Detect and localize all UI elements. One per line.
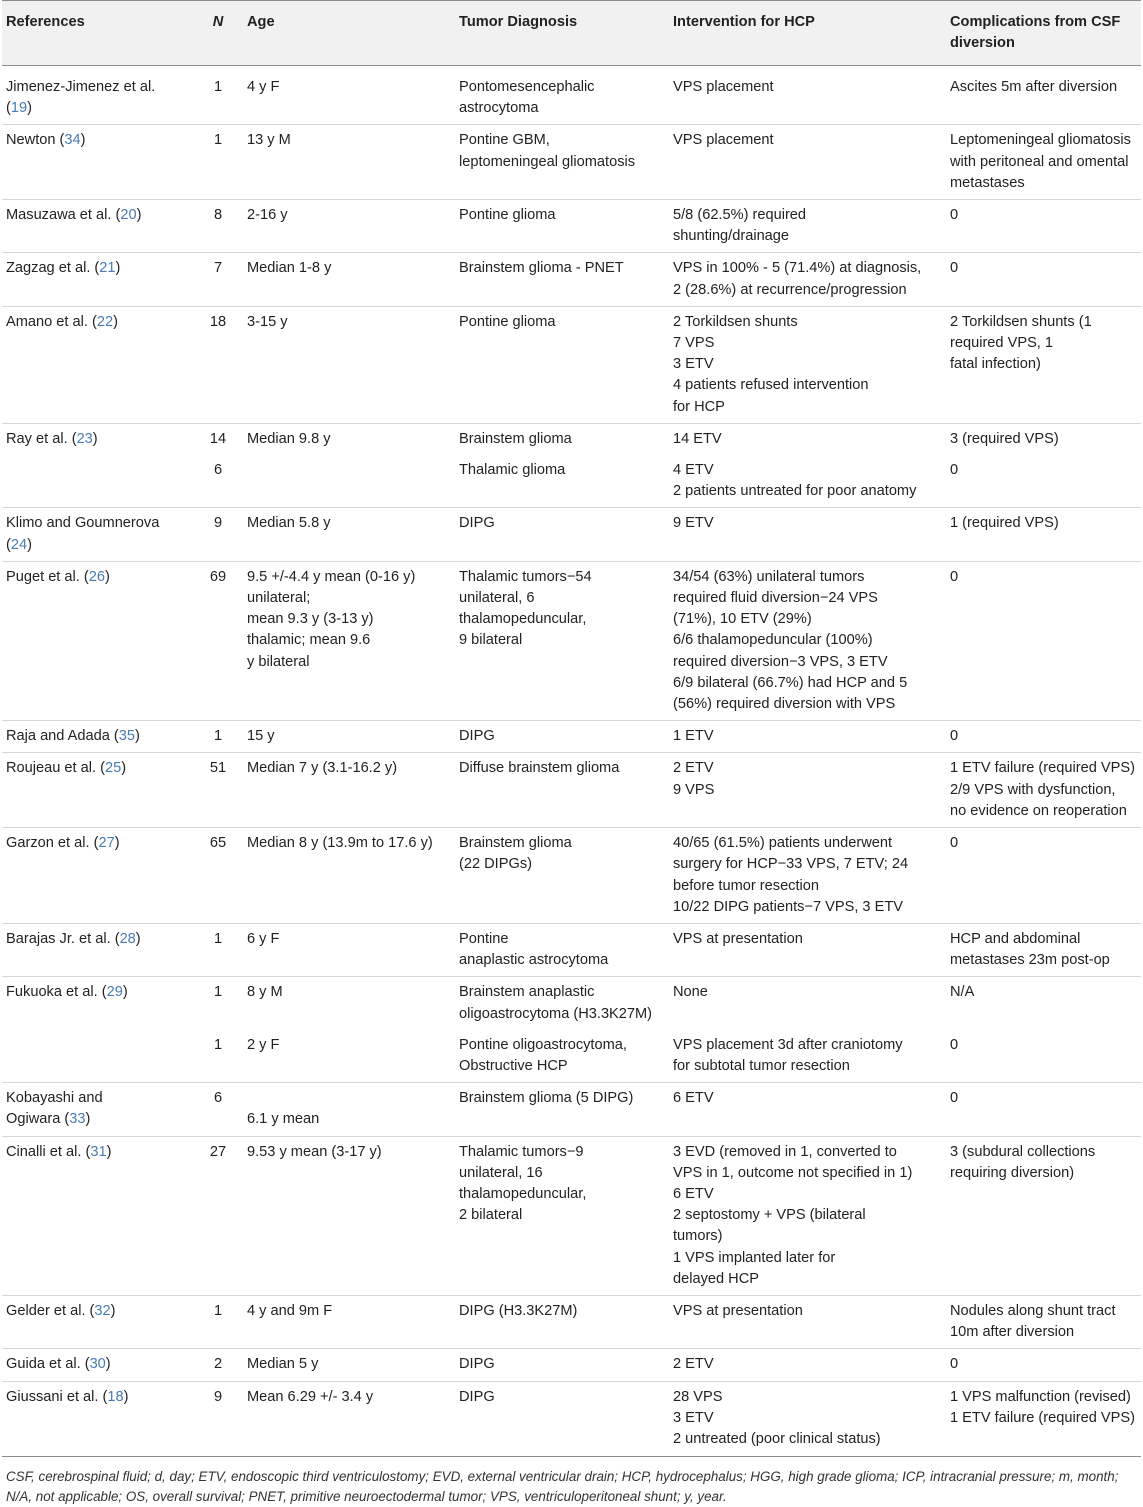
cell-complications: 0 [946, 1083, 1141, 1136]
cell-n: 1 [193, 721, 243, 753]
reference-author: Jimenez-Jimenez et al. ( [6, 79, 156, 117]
header-n: N [193, 1, 243, 66]
cell-complications: 0 [946, 561, 1141, 720]
citation-link[interactable]: 19 [10, 100, 28, 117]
table-row [2, 977, 1141, 1030]
cell-tumor-diagnosis: Pontomesencephalic astrocytoma [459, 79, 595, 117]
table-row [2, 1136, 1141, 1295]
cell-age: 6 y F [243, 923, 455, 976]
cell-n: 1 [213, 79, 223, 95]
reference-close: ) [27, 100, 32, 117]
cell-reference [2, 423, 193, 455]
cell-complications: 0 [946, 253, 1141, 306]
citation-link[interactable]: 18 [107, 1388, 124, 1405]
reference-close: ) [114, 835, 120, 852]
cell-reference [2, 828, 193, 924]
cell-reference [2, 1381, 193, 1457]
cell-n: 69 [193, 561, 243, 720]
cell-complications: 3 (required VPS) [946, 423, 1141, 455]
cell-tumor-diagnosis: Pontine anaplastic astrocytoma [455, 923, 669, 976]
reference-close: ) [92, 430, 98, 447]
header-tumor-diagnosis: Tumor Diagnosis [455, 1, 669, 66]
cell-complications: 1 VPS malfunction (revised) 1 ETV failure (required VPS) [946, 1381, 1141, 1457]
citation-link[interactable]: 26 [88, 568, 105, 585]
table-row [2, 721, 1141, 753]
table-body [2, 66, 1141, 1457]
reference-author: Guida et al. ( [6, 1356, 90, 1373]
cell-complications: Leptomeningeal gliomatosis with peritoneal and omental metastases [946, 125, 1141, 200]
cell-n: 1 [193, 1295, 243, 1348]
table-row [2, 66, 1141, 125]
cell-reference [2, 721, 193, 753]
reference-close: ) [113, 313, 118, 330]
cell-reference [2, 125, 193, 200]
cell-reference [2, 977, 193, 1030]
cell-tumor-diagnosis: Brainstem glioma - PNET [455, 253, 669, 306]
cell-reference [2, 1349, 193, 1381]
cell-n: 8 [193, 200, 243, 253]
cell-intervention: VPS placement [669, 125, 946, 200]
cell-tumor-diagnosis: DIPG [455, 721, 669, 753]
cell-n: 1 [193, 977, 243, 1030]
cell-reference [2, 753, 193, 828]
table-header [2, 1, 1141, 66]
cell-age: 2 y F [247, 1036, 280, 1053]
reference-author: Ray et al. ( [6, 430, 77, 447]
references-table [2, 0, 1141, 1457]
cell-tumor-diagnosis: Thalamic tumors−9 unilateral, 16 thalamopeduncular, 2 bilateral [455, 1136, 669, 1295]
reference-close: ) [121, 760, 127, 777]
cell-age: Mean 6.29 +/- 3.4 y [243, 1381, 455, 1457]
cell-tumor-diagnosis: Pontine GBM, leptomeningeal gliomatosis [455, 125, 669, 200]
cell-reference [2, 455, 193, 508]
cell-tumor-diagnosis: DIPG [455, 508, 669, 561]
reference-author: Masuzawa et al. ( [6, 207, 121, 224]
cell-complications: 2 Torkildsen shunts (1 required VPS, 1 fatal infection) [946, 306, 1141, 423]
table-row [2, 753, 1141, 828]
table-row [2, 1083, 1141, 1136]
cell-age: Median 5.8 y [243, 508, 455, 561]
citation-link[interactable]: 22 [96, 313, 114, 330]
cell-complications: 0 [946, 200, 1141, 253]
table-footnote: CSF, cerebrospinal fluid; d, day; ETV, endoscopic third ventriculostomy; EVD, external ventricular drain; HCP, hydrocephalus; HGG, high grade glioma; ICP, intracranial pressure; m, month; N/A, not applicable; OS, overall survival; PNET, primitive neuroectodermal tumor; VPS, ventriculoperitoneal shunt; y, year. [6, 1469, 1119, 1505]
cell-intervention: 2 Torkildsen shunts 7 VPS 3 ETV 4 patients refused intervention for HCP [669, 306, 946, 423]
reference-author: Kobayashi and Ogiwara ( [6, 1090, 103, 1128]
cell-tumor-diagnosis: DIPG (H3.3K27M) [455, 1295, 669, 1348]
table-row [2, 1295, 1141, 1348]
cell-n: 9 [193, 508, 243, 561]
table-row [2, 423, 1141, 455]
citation-link[interactable]: 28 [119, 930, 136, 947]
table-row [2, 828, 1141, 924]
cell-complications: 1 ETV failure (required VPS) 2/9 VPS with dysfunction, no evidence on reoperation [946, 753, 1141, 828]
reference-author: Raja and Adada ( [6, 728, 119, 745]
citation-link[interactable]: 34 [64, 132, 81, 149]
table-row [2, 1381, 1141, 1457]
cell-intervention: 3 EVD (removed in 1, converted to VPS in 1, outcome not specified in 1) 6 ETV 2 septostomy + VPS (bilateral tumors) 1 VPS implanted later for delayed HCP [669, 1136, 946, 1295]
cell-intervention: 14 ETV [669, 423, 946, 455]
reference-author: Fukuoka et al. ( [6, 984, 107, 1001]
cell-intervention: 4 ETV 2 patients untreated for poor anatomy [673, 462, 917, 500]
cell-tumor-diagnosis: Brainstem glioma (22 DIPGs) [455, 828, 669, 924]
table-row [2, 1030, 1141, 1083]
cell-tumor-diagnosis: Thalamic tumors−54 unilateral, 6 thalamopeduncular, 9 bilateral [455, 561, 669, 720]
cell-n: 7 [193, 253, 243, 306]
cell-complications: 0 [946, 1349, 1141, 1381]
cell-tumor-diagnosis: Thalamic glioma [459, 462, 566, 479]
cell-n: 1 [193, 125, 243, 200]
cell-n: 65 [193, 828, 243, 924]
cell-age: 4 y F [247, 79, 280, 95]
reference-author: Garzon et al. ( [6, 835, 99, 852]
cell-complications: N/A [946, 977, 1141, 1030]
cell-n: 1 [193, 923, 243, 976]
reference-close: ) [106, 1143, 112, 1160]
cell-tumor-diagnosis: Brainstem glioma (5 DIPG) [455, 1083, 669, 1136]
table-row [2, 561, 1141, 720]
citation-link[interactable]: 20 [120, 207, 137, 224]
cell-complications: 3 (subdural collections requiring diversion) [946, 1136, 1141, 1295]
header-intervention: Intervention for HCP [669, 1, 946, 66]
reference-close: ) [110, 1302, 116, 1319]
cell-n: 27 [193, 1136, 243, 1295]
cell-tumor-diagnosis: DIPG [455, 1349, 669, 1381]
cell-age: 8 y M [243, 977, 455, 1030]
cell-reference [2, 561, 193, 720]
cell-complications: 0 [946, 828, 1141, 924]
cell-intervention: 40/65 (61.5%) patients underwent surgery for HCP−33 VPS, 7 ETV; 24 before tumor resection 10/22 DIPG patients−7 VPS, 3 ETV [669, 828, 946, 924]
table-row [2, 1349, 1141, 1381]
citation-link[interactable]: 33 [69, 1111, 86, 1128]
reference-close: ) [80, 132, 86, 149]
cell-n: 2 [193, 1349, 243, 1381]
cell-intervention: 9 ETV [669, 508, 946, 561]
reference-author: Giussani et al. ( [6, 1388, 108, 1405]
table-row [2, 200, 1141, 253]
reference-close: ) [136, 207, 142, 224]
cell-reference [2, 200, 193, 253]
cell-n: 6 [193, 1083, 243, 1136]
table-row [2, 253, 1141, 306]
cell-complications: 0 [946, 721, 1141, 753]
cell-age: 13 y M [243, 125, 455, 200]
header-references: References [2, 1, 193, 66]
citation-link[interactable]: 25 [104, 760, 122, 777]
cell-age: 9.5 +/-4.4 y mean (0-16 y) unilateral; mean 9.3 y (3-13 y) thalamic; mean 9.6 y bilateral [243, 561, 455, 720]
cell-reference [2, 1136, 193, 1295]
reference-author: Barajas Jr. et al. ( [6, 930, 120, 947]
cell-age: 4 y and 9m F [243, 1295, 455, 1348]
cell-age: 3-15 y [243, 306, 455, 423]
cell-age: 6.1 y mean [243, 1083, 455, 1136]
reference-author: Amano et al. ( [6, 313, 97, 330]
table-row [2, 125, 1141, 200]
cell-n: 18 [193, 306, 243, 423]
reference-author: Gelder et al. ( [6, 1302, 95, 1319]
citation-link[interactable]: 35 [118, 728, 136, 745]
reference-author: Puget et al. ( [6, 568, 89, 585]
cell-intervention: None [669, 977, 946, 1030]
cell-intervention: 6 ETV [669, 1083, 946, 1136]
cell-age: 9.53 y mean (3-17 y) [243, 1136, 455, 1295]
reference-author: Newton ( [6, 132, 65, 149]
reference-author: Roujeau et al. ( [6, 760, 105, 777]
reference-close: ) [115, 260, 121, 277]
citation-link[interactable]: 32 [94, 1302, 111, 1319]
citation-link[interactable]: 31 [90, 1143, 107, 1160]
cell-intervention: 34/54 (63%) unilateral tumors required fluid diversion−24 VPS (71%), 10 ETV (29%) 6/6 thalamopeduncular (100%) required diversion−3 VPS, 3 ETV 6/9 bilateral (66.7%) had HCP and 5 (56%) required diversion with VPS [669, 561, 946, 720]
cell-reference [2, 1083, 193, 1136]
cell-tumor-diagnosis: Brainstem anaplastic oligoastrocytoma (H3.3K27M) [455, 977, 669, 1030]
cell-age [243, 455, 455, 508]
cell-n: 9 [193, 1381, 243, 1457]
cell-intervention: 28 VPS 3 ETV 2 untreated (poor clinical status) [669, 1381, 946, 1457]
cell-age: 2-16 y [243, 200, 455, 253]
cell-complications: Ascites 5m after diversion [950, 79, 1118, 95]
cell-reference [2, 1295, 193, 1348]
cell-complications: 1 (required VPS) [946, 508, 1141, 561]
cell-intervention: 1 ETV [669, 721, 946, 753]
reference-close: ) [104, 568, 110, 585]
cell-intervention: VPS placement [673, 79, 774, 95]
cell-reference [2, 253, 193, 306]
reference-author: Klimo and Goumnerova ( [6, 515, 160, 553]
cell-n: 14 [193, 423, 243, 455]
cell-tumor-diagnosis: Pontine oligoastrocytoma, Obstructive HCP [459, 1036, 627, 1074]
reference-author: Zagzag et al. ( [6, 260, 100, 277]
cell-intervention: VPS in 100% - 5 (71.4%) at diagnosis, 2 (28.6%) at recurrence/progression [669, 253, 946, 306]
cell-age: Median 8 y (13.9m to 17.6 y) [243, 828, 455, 924]
cell-tumor-diagnosis: DIPG [455, 1381, 669, 1457]
cell-intervention: VPS at presentation [669, 923, 946, 976]
citation-link[interactable]: 21 [99, 260, 116, 277]
reference-close: ) [135, 930, 141, 947]
table-row [2, 508, 1141, 561]
cell-tumor-diagnosis: Brainstem glioma [455, 423, 669, 455]
header-complications: Complications from CSF diversion [946, 1, 1141, 66]
table-row [2, 306, 1141, 423]
cell-age: Median 9.8 y [243, 423, 455, 455]
table-row [2, 455, 1141, 508]
cell-age: Median 5 y [243, 1349, 455, 1381]
cell-tumor-diagnosis: Pontine glioma [455, 200, 669, 253]
cell-n: 6 [213, 462, 223, 479]
cell-intervention: VPS at presentation [669, 1295, 946, 1348]
cell-intervention: 2 ETV 9 VPS [669, 753, 946, 828]
cell-complications: Nodules along shunt tract 10m after diversion [946, 1295, 1141, 1348]
cell-age: 15 y [243, 721, 455, 753]
reference-close: ) [135, 728, 140, 745]
citation-link[interactable]: 29 [106, 984, 123, 1001]
reference-close: ) [105, 1356, 111, 1373]
reference-close: ) [122, 984, 128, 1001]
cell-n: 51 [193, 753, 243, 828]
citation-link[interactable]: 24 [10, 536, 28, 553]
header-age: Age [243, 1, 455, 66]
cell-n: 1 [213, 1036, 223, 1053]
cell-reference [2, 923, 193, 976]
cell-complications: HCP and abdominal metastases 23m post-op [946, 923, 1141, 976]
cell-tumor-diagnosis: Pontine glioma [455, 306, 669, 423]
cell-intervention: VPS placement 3d after craniotomy for subtotal tumor resection [673, 1036, 903, 1074]
citation-link[interactable]: 30 [89, 1356, 106, 1373]
cell-intervention: 2 ETV [669, 1349, 946, 1381]
reference-close: ) [27, 536, 32, 553]
reference-author: Cinalli et al. ( [6, 1143, 91, 1160]
cell-age: Median 1-8 y [243, 253, 455, 306]
reference-close: ) [123, 1388, 129, 1405]
cell-complications: 0 [950, 1036, 959, 1053]
citation-link[interactable]: 27 [98, 835, 115, 852]
cell-intervention: 5/8 (62.5%) required shunting/drainage [669, 200, 946, 253]
cell-reference [2, 1030, 193, 1083]
reference-close: ) [85, 1111, 91, 1128]
cell-tumor-diagnosis: Diffuse brainstem glioma [455, 753, 669, 828]
cell-reference [2, 306, 193, 423]
cell-complications: 0 [950, 462, 959, 479]
citation-link[interactable]: 23 [76, 430, 93, 447]
table-row [2, 923, 1141, 976]
cell-reference [2, 508, 193, 561]
cell-age: Median 7 y (3.1-16.2 y) [243, 753, 455, 828]
cell-reference [2, 66, 193, 125]
